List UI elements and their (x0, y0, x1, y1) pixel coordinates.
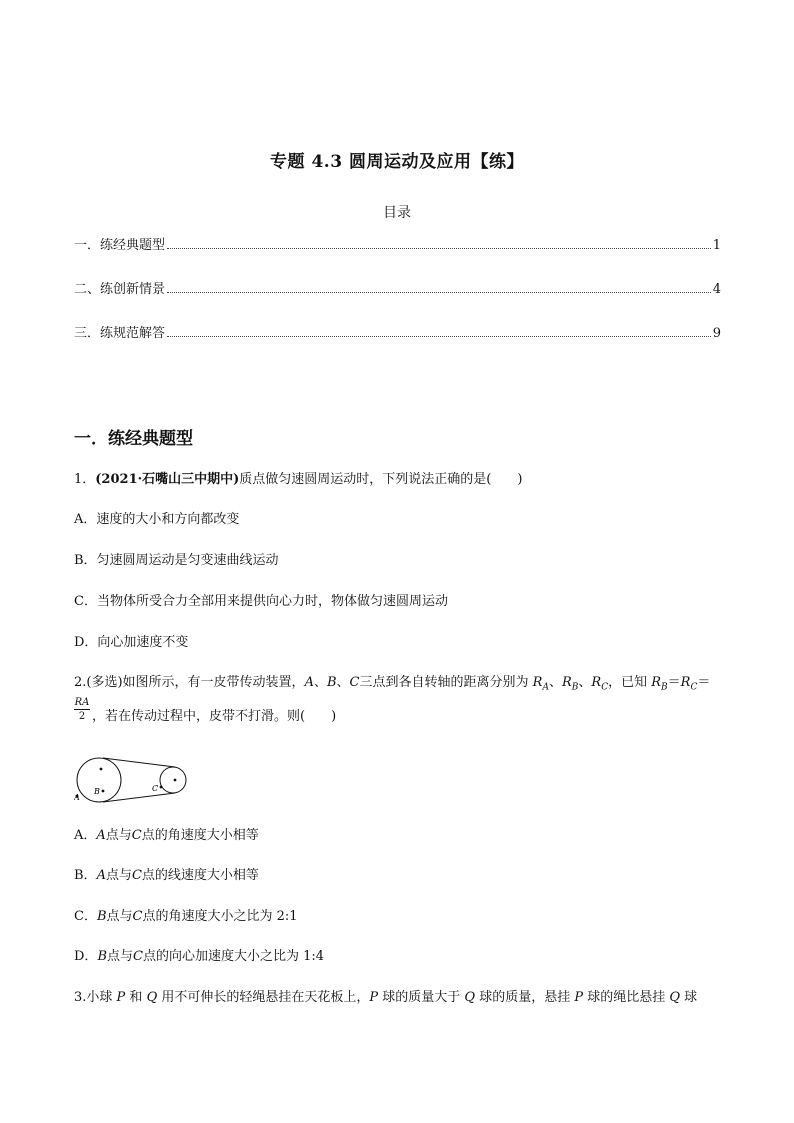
q3-text: 球的质量大于 (378, 990, 465, 1005)
toc-entry-page: 9 (712, 326, 721, 341)
toc-entry[interactable] (74, 234, 721, 253)
toc-leader-dots (167, 336, 711, 337)
q2-text: ，已知 (608, 675, 652, 690)
toc-entry-label: 三．练规范解答 (74, 326, 166, 341)
q1-option-c: C．当物体所受合力全部用来提供向心力时，物体做匀速圆周运动 (74, 594, 448, 609)
toc-entry[interactable] (74, 322, 721, 341)
point-label: A (96, 868, 106, 883)
question-1-stem (74, 470, 724, 490)
point-label: C (133, 949, 143, 964)
point-label: C (131, 828, 142, 843)
q3-text: 3.小球 (74, 990, 117, 1005)
point-c-dot (160, 786, 163, 789)
belt-top (103, 758, 175, 767)
fraction-ra-over-2 (74, 697, 90, 722)
point-label: A (96, 828, 106, 843)
q2-option-d (74, 947, 724, 967)
separator: 、 (336, 675, 350, 690)
q3-text: 球 (680, 990, 698, 1005)
option-text: 点的线速度大小相等 (141, 868, 259, 883)
subscript: A (542, 682, 549, 693)
q2-text: 2.(多选)如图所示，有一皮带传动装置， (74, 675, 305, 690)
ball-q: Q (464, 990, 476, 1005)
point-b: B (326, 675, 337, 690)
separator: 、 (313, 675, 327, 690)
q3-text: 球的绳比悬挂 (583, 990, 670, 1005)
point-c: C (349, 675, 360, 690)
q3-text: 用不可伸长的轻绳悬挂在天花板上， (157, 990, 370, 1005)
question-3-stem (74, 988, 724, 1008)
point-label: B (96, 909, 107, 924)
subscript: C (690, 682, 698, 693)
ball-p: P (116, 990, 126, 1005)
ball-q: Q (146, 990, 158, 1005)
q1-option-a: A．速度的大小和方向都改变 (74, 512, 240, 527)
document-title: 专题 4.3 圆周运动及应用【练】 (270, 152, 524, 172)
equals-sign: ＝ (667, 675, 681, 690)
radius-c: R (591, 675, 602, 690)
ball-q: Q (669, 990, 681, 1005)
ball-p: P (369, 990, 379, 1005)
toc-entry-page: 1 (712, 238, 721, 253)
question-text: 质点做匀速圆周运动时，下列说法正确的是( ) (239, 472, 523, 487)
fraction-denominator: 2 (78, 711, 86, 722)
toc-heading: 目录 (383, 205, 411, 221)
q2-option-b (74, 866, 724, 886)
q2-text: 三点到各自转轴的距离分别为 (359, 675, 533, 690)
q2-option-c (74, 907, 724, 927)
q2-text-continued: ，若在传动过程中，皮带不打滑。则( ) (92, 709, 337, 724)
section-heading: 一．练经典题型 (74, 429, 193, 449)
label-b: B (94, 787, 100, 796)
belt-drive-figure (74, 755, 192, 805)
option-letter: D． (74, 949, 98, 964)
toc-entry[interactable] (74, 278, 721, 297)
belt-bottom (103, 793, 175, 802)
fraction-numerator: RA (74, 697, 90, 708)
option-text: 点与 (106, 909, 133, 924)
option-text: 点与 (105, 828, 132, 843)
equals-sign: ＝ (697, 675, 711, 690)
question-source: (2021·石嘴山三中期中) (95, 472, 240, 487)
question-2-stem (74, 673, 724, 698)
point-label: B (97, 949, 107, 964)
point-label: C (132, 909, 143, 924)
option-letter: B． (74, 868, 97, 883)
toc-leader-dots (167, 292, 711, 293)
point-a: A (304, 675, 314, 690)
q3-text: 和 (125, 990, 147, 1005)
option-text: 点的向心加速度大小之比为 1:4 (142, 949, 325, 964)
option-letter: C． (74, 909, 97, 924)
separator: 、 (578, 675, 592, 690)
point-b-dot (102, 790, 105, 793)
radius-a: R (532, 675, 543, 690)
q1-option-d: D．向心加速度不变 (74, 635, 189, 650)
large-wheel-axle (100, 768, 103, 771)
radius-b: R (651, 675, 662, 690)
q1-option-b: B．匀速圆周运动是匀变速曲线运动 (74, 553, 279, 568)
option-text: 点与 (107, 949, 134, 964)
label-a: A (74, 793, 80, 802)
label-c: C (152, 784, 159, 793)
subscript: B (571, 682, 579, 693)
point-label: C (131, 868, 142, 883)
question-number: 1． (74, 472, 96, 487)
option-letter: A． (74, 828, 97, 843)
option-text: 点与 (105, 868, 132, 883)
subscript: B (661, 682, 668, 693)
option-text: 点的角速度大小相等 (141, 828, 259, 843)
option-text: 点的角速度大小之比为 2:1 (142, 909, 298, 924)
toc-entry-label: 一．练经典题型 (74, 238, 166, 253)
separator: 、 (548, 675, 562, 690)
ball-p: P (574, 990, 584, 1005)
toc-leader-dots (167, 248, 711, 249)
small-wheel (160, 767, 186, 793)
radius-b: R (561, 675, 572, 690)
subscript: C (601, 682, 609, 693)
q2-option-a (74, 826, 724, 846)
q3-text: 球的质量，悬挂 (475, 990, 575, 1005)
toc-entry-label: 二、练创新情景 (74, 282, 166, 297)
radius-c: R (680, 675, 691, 690)
small-wheel-axle (174, 779, 177, 782)
toc-entry-page: 4 (712, 282, 721, 297)
